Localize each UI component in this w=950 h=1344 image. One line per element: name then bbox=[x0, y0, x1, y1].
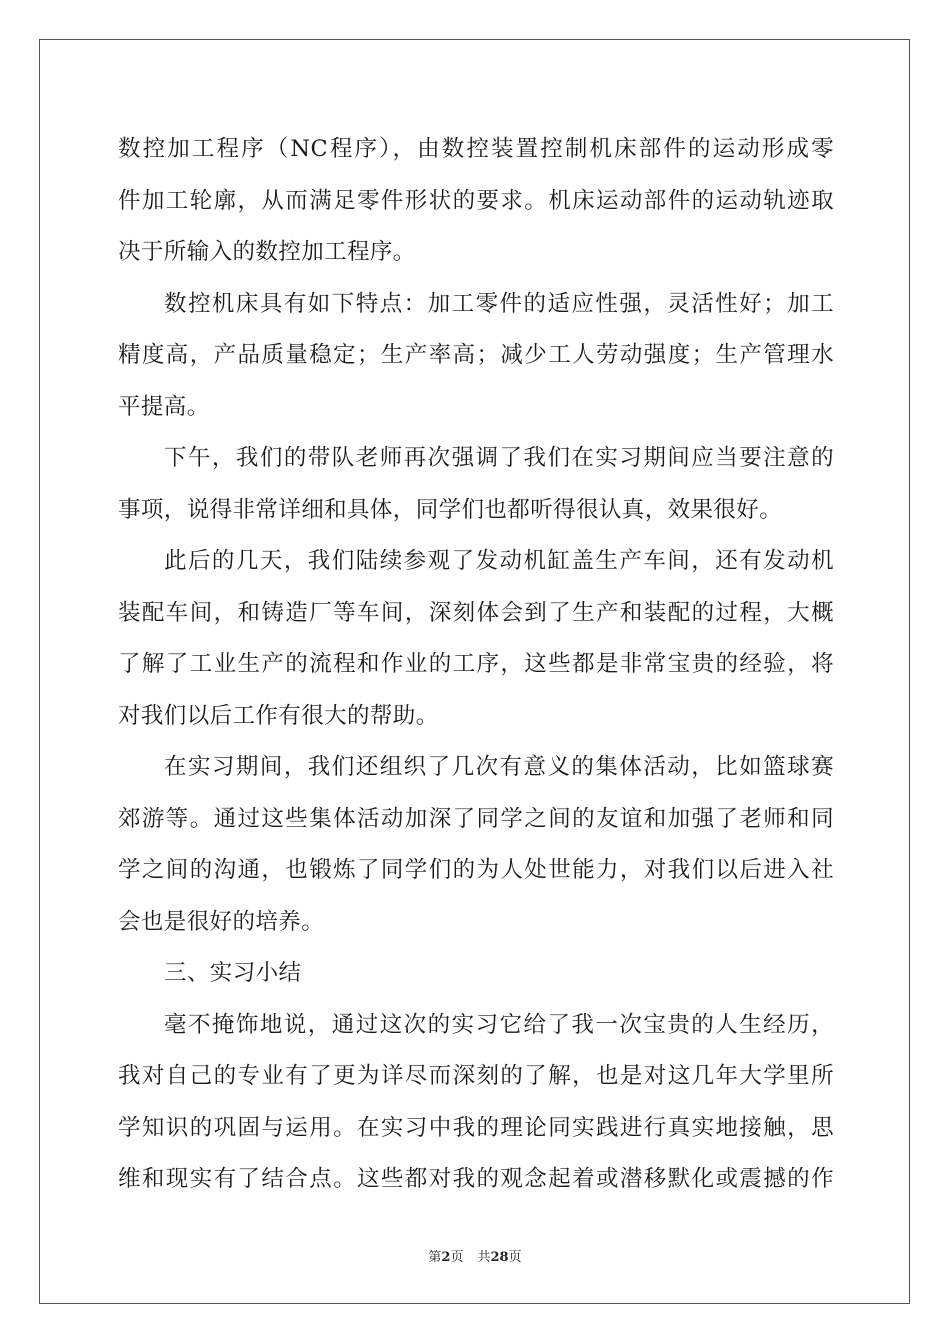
text-line: 下午，我们的带队老师再次强调了我们在实习期间应当要注意的 bbox=[164, 445, 834, 471]
text-line: 对我们以后工作有很大的帮助。 bbox=[118, 702, 439, 729]
text-line: 了解了工业生产的流程和作业的工序，这些都是非常宝贵的经验，将 bbox=[118, 651, 834, 677]
total-pages: 28 bbox=[490, 1250, 509, 1265]
page-prefix: 第 bbox=[428, 1250, 442, 1265]
text-line: 我对自己的专业有了更为详尽而深刻的了解，也是对这几年大学里所 bbox=[118, 1063, 834, 1089]
section-heading: 三、实习小结 bbox=[164, 960, 302, 986]
text-line: 学知识的巩固与运用。在实习中我的理论同实践进行真实地接触，思 bbox=[118, 1114, 834, 1141]
text-line: 在实习期间，我们还组织了几次有意义的集体活动，比如篮球赛 bbox=[164, 754, 834, 780]
text-line: 数控加工程序（NC程序），由数控装置控制机床部件的运动形成零 bbox=[118, 136, 834, 162]
text-line: 学之间的沟通，也锻炼了同学们的为人处世能力，对我们以后进入社 bbox=[118, 857, 834, 883]
text-line: 郊游等。通过这些集体活动加深了同学之间的友谊和加强了老师和同 bbox=[118, 805, 834, 832]
text-line: 会也是很好的培养。 bbox=[118, 908, 325, 935]
text-line: 数控机床具有如下特点：加工零件的适应性强，灵活性好；加工 bbox=[164, 290, 834, 317]
text-line: 事项，说得非常详细和具体，同学们也都听得很认真，效果很好。 bbox=[118, 496, 783, 523]
page-footer bbox=[0, 1246, 950, 1265]
total-suffix: 页 bbox=[508, 1250, 522, 1265]
text-line: 此后的几天，我们陆续参观了发动机缸盖生产车间，还有发动机 bbox=[164, 548, 834, 574]
text-line: 维和现实有了结合点。这些都对我的观念起着或潜移默化或震撼的作 bbox=[118, 1166, 834, 1192]
document-body bbox=[118, 124, 834, 1206]
text-line: 毫不掩饰地说，通过这次的实习它给了我一次宝贵的人生经历， bbox=[164, 1011, 834, 1038]
text-line: 件加工轮廓，从而满足零件形状的要求。机床运动部件的运动轨迹取 bbox=[118, 187, 834, 214]
text-line: 装配车间，和铸造厂等车间，深刻体会到了生产和装配的过程，大概 bbox=[118, 599, 834, 626]
page-suffix: 页 bbox=[450, 1250, 464, 1265]
page-number: 2 bbox=[441, 1250, 451, 1265]
text-line: 平提高。 bbox=[118, 393, 210, 420]
total-prefix: 共 bbox=[477, 1250, 491, 1265]
text-line: 决于所输入的数控加工程序。 bbox=[118, 239, 416, 265]
text-line: 精度高，产品质量稳定；生产率高；减少工人劳动强度；生产管理水 bbox=[118, 342, 834, 368]
